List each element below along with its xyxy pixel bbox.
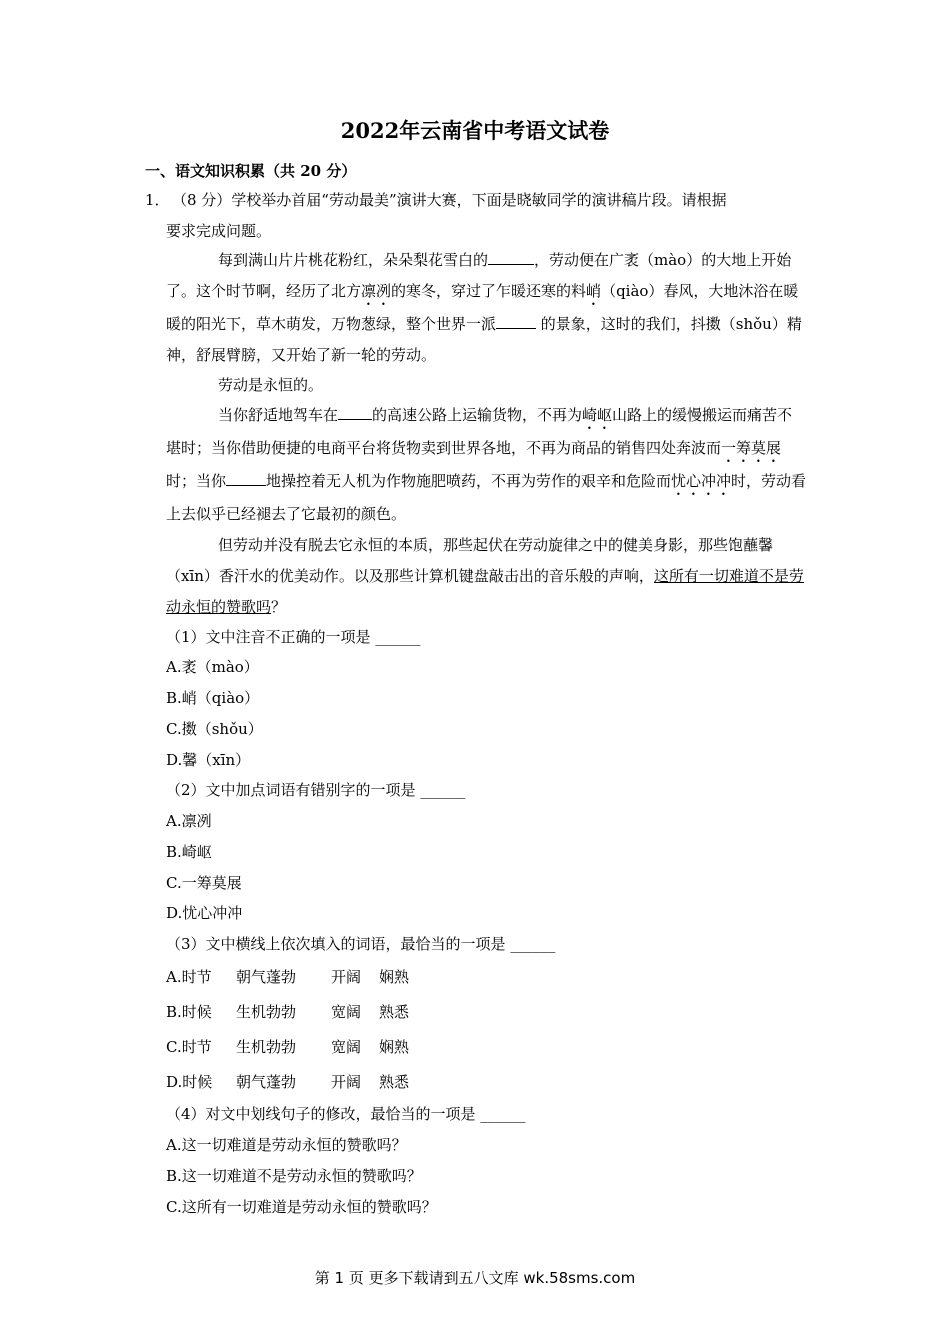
p3-text-d: 时；当你 bbox=[166, 472, 227, 490]
sub3-d-3: 开阔 bbox=[331, 1073, 362, 1091]
sub2-option-b: B.崎岖 bbox=[166, 843, 212, 861]
sub4-option-c: C.这所有一切难道是劳动永恒的赞歌吗？ bbox=[166, 1198, 437, 1216]
section-heading: 一、语文知识积累（共 20 分） bbox=[145, 162, 357, 180]
sub2-option-d: D.忧心冲冲 bbox=[166, 904, 243, 922]
dotted-word-1: 凛冽 bbox=[361, 282, 392, 300]
sub1-option-a: A.袤（mào） bbox=[166, 658, 259, 676]
fill-blank-4 bbox=[226, 471, 266, 486]
sub1-option-d: D.馨（xīn） bbox=[166, 751, 251, 769]
question-intro-line2: 要求完成问题。 bbox=[166, 222, 272, 240]
sub3-b-4: 熟悉 bbox=[379, 1003, 410, 1021]
sub3-b-1: B.时候 bbox=[166, 1003, 212, 1021]
p1-text-c: 的寒冬，穿过了乍暖还寒的料 bbox=[391, 282, 587, 300]
p1-text-d: （qiào）春风，大地沐浴在暖暖的阳光下，草木萌发，万物葱绿，整个世界一派 bbox=[166, 282, 799, 333]
question-number: 1． bbox=[145, 191, 170, 209]
p1-text-a: 每到满山片片桃花粉红，朵朵梨花雪白的 bbox=[218, 251, 489, 269]
sub3-c-1: C.时节 bbox=[166, 1038, 212, 1056]
question-intro bbox=[172, 185, 812, 216]
p3-text-f: 时，劳动看上去似乎已经褪去了它最初的颜色。 bbox=[166, 472, 807, 523]
sub3-d-2: 朝气蓬勃 bbox=[236, 1073, 297, 1091]
sub3-a-2: 朝气蓬勃 bbox=[236, 968, 297, 986]
sub4-option-a: A.这一切难道是劳动永恒的赞歌吗？ bbox=[166, 1136, 407, 1154]
p4-text-a: 但劳动并没有脱去它永恒的本质，那些起伏在劳动旋律之中的健美身影，那些饱蘸馨（xīn）香汗水的优美动作。以及那些计算机键盘敲击出的音乐般的声响， bbox=[166, 536, 774, 585]
fill-blank-1 bbox=[488, 250, 534, 265]
sub-question-2: （2）文中加点词语有错别字的一项是 ______ bbox=[166, 781, 466, 799]
sub3-option-b bbox=[166, 1001, 409, 1023]
sub3-c-2: 生机勃勃 bbox=[236, 1038, 297, 1056]
sub2-option-c: C.一筹莫展 bbox=[166, 874, 242, 892]
sub3-option-d bbox=[166, 1071, 409, 1093]
sub3-option-c bbox=[166, 1036, 409, 1058]
sub3-c-4: 娴熟 bbox=[379, 1038, 410, 1056]
sub3-option-a bbox=[166, 966, 409, 988]
sub2-option-a: A.凛冽 bbox=[166, 812, 212, 830]
dotted-word-5: 忧心冲冲 bbox=[671, 472, 732, 490]
passage-paragraph-1 bbox=[166, 245, 807, 371]
page-title: 2022年云南省中考语文试卷 bbox=[340, 118, 610, 143]
passage-paragraph-3 bbox=[166, 400, 807, 530]
passage-paragraph-4 bbox=[166, 530, 807, 623]
sub3-b-2: 生机勃勃 bbox=[236, 1003, 297, 1021]
sub3-b-3: 宽阔 bbox=[331, 1003, 362, 1021]
p3-text-b: 的高速公路上运输货物，不再为 bbox=[372, 406, 583, 424]
sub-question-1: （1）文中注音不正确的一项是 ______ bbox=[166, 628, 421, 646]
p1-text-e: 的景象，这时的我们，抖擞（shǒu）精神，舒展臂膀，又开始了新一轮的劳动。 bbox=[166, 315, 802, 364]
sub3-a-3: 开阔 bbox=[331, 968, 362, 986]
sub4-option-b: B.这一切难道不是劳动永恒的赞歌吗？ bbox=[166, 1167, 422, 1185]
fill-blank-2 bbox=[496, 314, 536, 329]
sub3-c-3: 宽阔 bbox=[331, 1038, 362, 1056]
sub-question-4: （4）对文中划线句子的修改，最恰当的一项是 ______ bbox=[166, 1105, 526, 1123]
p3-text-e: 地操控着无人机为作物施肥喷药，不再为劳作的艰辛和危险而 bbox=[266, 472, 672, 490]
p1-text-b: ，劳动便在广袤（mào）的大地上开始了。这个时节啊，经历了北方 bbox=[166, 251, 792, 300]
sub3-d-4: 熟悉 bbox=[379, 1073, 410, 1091]
passage-paragraph-2: 劳动是永恒的。 bbox=[218, 376, 324, 394]
sub1-option-b: B.峭（qiào） bbox=[166, 689, 260, 707]
p3-text-a: 当你舒适地驾车在 bbox=[218, 406, 339, 424]
sub1-option-c: C.擞（shǒu） bbox=[166, 720, 263, 738]
sub3-a-4: 娴熟 bbox=[379, 968, 410, 986]
question-intro-line1: （8 分）学校举办首届“劳动最美”演讲大赛，下面是晓敏同学的演讲稿片段。请根据 bbox=[172, 191, 727, 209]
dotted-word-3: 崎岖 bbox=[582, 406, 613, 424]
p3-text-c: 山路上的缓慢搬运而痛苦不堪时；当你借助便捷的电商平台将货物卖到世界各地，不再为商品的销售四处奔波而 bbox=[166, 406, 793, 457]
fill-blank-3 bbox=[338, 405, 372, 420]
sub3-a-1: A.时节 bbox=[166, 968, 212, 986]
underlined-sentence: 这所有一切难道不是劳动永恒的赞歌吗 bbox=[166, 567, 804, 616]
sub-question-3: （3）文中横线上依次填入的词语，最恰当的一项是 ______ bbox=[166, 935, 556, 953]
dotted-char-2: 峭 bbox=[586, 282, 602, 300]
p4-text-end: ？ bbox=[271, 598, 287, 616]
dotted-word-4: 一筹莫展 bbox=[721, 439, 782, 457]
sub3-d-1: D.时候 bbox=[166, 1073, 213, 1091]
page-footer: 第 1 页 更多下载请到五八文库 wk.58sms.com bbox=[314, 1269, 636, 1287]
